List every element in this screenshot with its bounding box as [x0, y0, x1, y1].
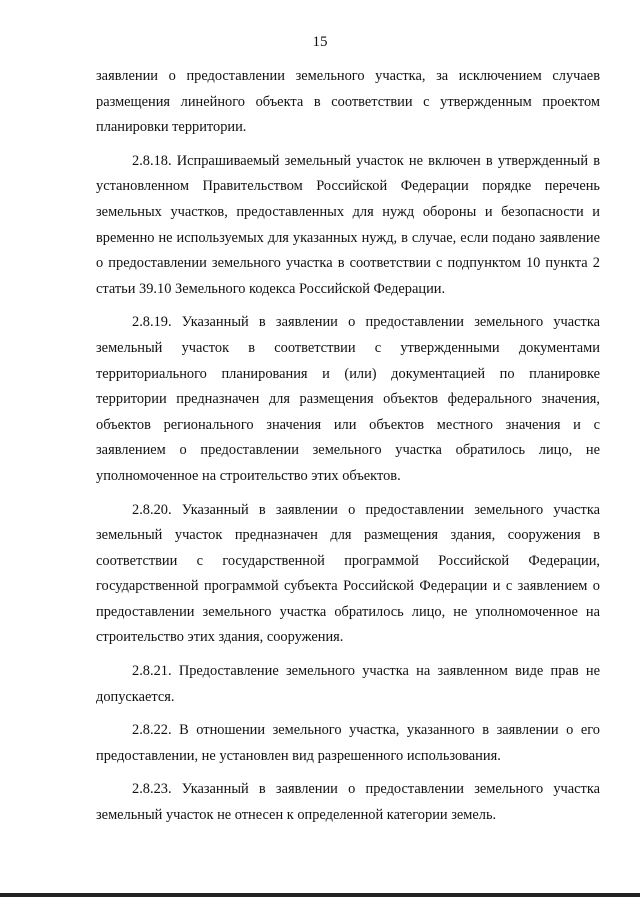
page-number: 15 [312, 34, 328, 50]
paragraph-2-8-20: 2.8.20. Указанный в заявлении о предоставлении земельного участка земельный участок предназначен для размещения здания, сооружения в соответствии с государственной программой Российской Федерации, государственной программой субъекта Российской Федерации и с заявлением о предоставлении земельного участка обратилось лицо, не уполномоченное на строительство этих здания, сооружения. [96, 501, 600, 646]
paragraph-2-8-18: 2.8.18. Испрашиваемый земельный участок не включен в утвержденный в установленном Правительством Российской Федерации порядке перечень земельных участков, предоставленных для нужд обороны и безопасности и временно не используемых для указанных нужд, в случае, если подано заявление о предоставлении земельного участка в соответствии с подпунктом 10 пункта 2 статьи 39.10 Земельного кодекса Российской Федерации. [96, 152, 600, 297]
paragraph-2-8-21: 2.8.21. Предоставление земельного участка на заявленном виде прав не допускается. [96, 663, 600, 705]
paragraph-2-8-23: 2.8.23. Указанный в заявлении о предоставлении земельного участка земельный участок не отнесен к определенной категории земель. [96, 781, 600, 824]
paragraph-2-8-22: 2.8.22. В отношении земельного участка, указанного в заявлении о его предоставлении, не установлен вид разрешенного использования. [96, 722, 600, 764]
paragraph-2-8-19: 2.8.19. Указанный в заявлении о предоставлении земельного участка земельный участок в соответствии с утвержденными документами территориального планирования и (или) документацией по планировке территории предназначен для размещения объектов федерального значения, объектов регионального значения или объектов местного значения и с заявлением о предоставлении земельного участка обратилось лицо, не уполномоченное на строительство этих объектов. [96, 314, 600, 484]
document-body [96, 64, 600, 829]
bottom-divider [0, 893, 640, 897]
paragraph-continuation: заявлении о предоставлении земельного участка, за исключением случаев размещения линейного объекта в соответствии с утвержденным проектом планировки территории. [96, 68, 600, 136]
